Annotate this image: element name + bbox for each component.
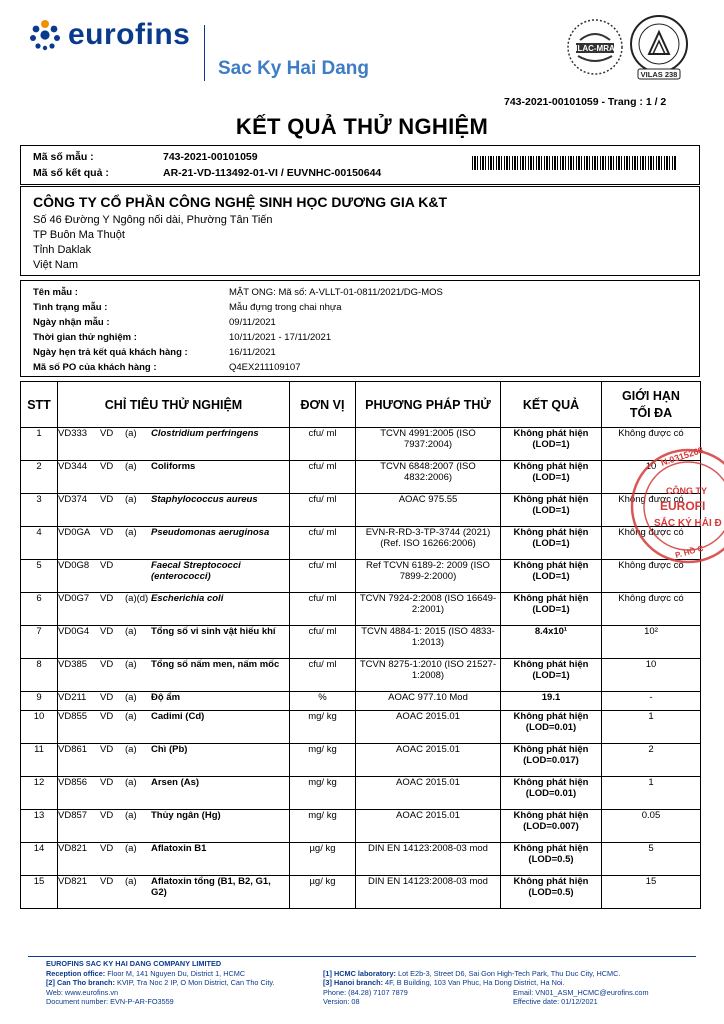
- row-unit: cfu/ ml: [290, 659, 356, 692]
- table-row: [21, 843, 701, 876]
- page-title: KẾT QUẢ THỬ NGHIỆM: [235, 114, 489, 139]
- sample-info-box: [20, 280, 700, 377]
- row-unit: cfu/ ml: [290, 626, 356, 659]
- info-value: 16/11/2021: [229, 347, 276, 358]
- info-value: Q4EX211109107: [229, 362, 301, 373]
- table-row: [21, 494, 701, 527]
- footer-company: EUROFINS SAC KY HAI DANG COMPANY LIMITED: [46, 959, 222, 968]
- row-unit: mg/ kg: [290, 711, 356, 744]
- row-criteria: [58, 494, 290, 527]
- row-vd: VD: [100, 428, 114, 439]
- row-code: VD821: [58, 876, 88, 887]
- row-result: Không phát hiện (LOD=1): [501, 659, 602, 692]
- row-criteria: [58, 593, 290, 626]
- row-vd: VD: [100, 711, 114, 722]
- row-stt: 8: [21, 659, 58, 692]
- row-stt: 3: [21, 494, 58, 527]
- row-method: AOAC 2015.01: [356, 777, 501, 810]
- row-vd: VD: [100, 876, 114, 887]
- company-name: CÔNG TY CỔ PHẦN CÔNG NGHỆ SINH HỌC DƯƠNG GIA K&T: [33, 194, 448, 210]
- row-criteria: [58, 626, 290, 659]
- row-stt: 7: [21, 626, 58, 659]
- row-unit: cfu/ ml: [290, 494, 356, 527]
- footer-email: Email: VN01_ASM_HCMC@eurofins.com: [513, 987, 649, 997]
- row-stt: 12: [21, 777, 58, 810]
- table-row: [21, 626, 701, 659]
- row-flag: (a): [125, 692, 137, 703]
- row-unit: cfu/ ml: [290, 527, 356, 560]
- row-result: Không phát hiện (LOD=0.017): [501, 744, 602, 777]
- table-row: [21, 711, 701, 744]
- row-vd: VD: [100, 777, 114, 788]
- row-criteria: [58, 659, 290, 692]
- row-flag: (a): [125, 810, 137, 821]
- row-result: Không phát hiện (LOD=1): [501, 593, 602, 626]
- row-vd: VD: [100, 659, 114, 670]
- table-row: [21, 810, 701, 843]
- row-criteria: [58, 777, 290, 810]
- table-row: [21, 461, 701, 494]
- row-vd: VD: [100, 843, 114, 854]
- row-unit: mg/ kg: [290, 744, 356, 777]
- company-address-line: Việt Nam: [33, 259, 79, 271]
- row-method: DIN EN 14123:2008-03 mod: [356, 843, 501, 876]
- row-limit: Không được có: [602, 428, 701, 461]
- results-table: [20, 381, 701, 909]
- row-code: VD374: [58, 494, 88, 505]
- company-address-line: TP Buôn Ma Thuột: [33, 229, 125, 241]
- header-limit-line1: GIỚI HẠN: [622, 388, 680, 403]
- row-code: VD821: [58, 843, 88, 854]
- brand-name: eurofins: [68, 18, 191, 51]
- footer-cantho-label: [2] Can Tho branch:: [46, 978, 115, 987]
- footer-hcmc-label: [1] HCMC laboratory:: [323, 968, 396, 978]
- info-label: Tình trạng mẫu :: [33, 302, 108, 313]
- info-label: Mã số PO của khách hàng :: [33, 362, 157, 373]
- header-criteria: CHỈ TIÊU THỬ NGHIỆM: [58, 382, 290, 428]
- barcode: [472, 156, 677, 170]
- row-name: Escherichia coli: [151, 593, 224, 604]
- header-result: KẾT QUẢ: [501, 382, 602, 428]
- row-limit: 1: [602, 711, 701, 744]
- row-result: Không phát hiện (LOD=1): [501, 527, 602, 560]
- row-unit: cfu/ ml: [290, 428, 356, 461]
- row-criteria: [58, 810, 290, 843]
- row-unit: µg/ kg: [290, 843, 356, 876]
- row-limit: 5: [602, 843, 701, 876]
- row-code: VD855: [58, 711, 88, 722]
- row-unit: cfu/ ml: [290, 593, 356, 626]
- row-name: Chì (Pb): [151, 744, 188, 755]
- row-flag: (a): [125, 527, 137, 538]
- row-stt: 4: [21, 527, 58, 560]
- row-name: Aflatoxin tổng (B1, B2, G1, G2): [151, 876, 271, 898]
- row-stt: 2: [21, 461, 58, 494]
- row-result: Không phát hiện (LOD=0.01): [501, 777, 602, 810]
- row-name: Aflatoxin B1: [151, 843, 207, 854]
- row-result: Không phát hiện (LOD=0.5): [501, 843, 602, 876]
- row-vd: VD: [100, 527, 114, 538]
- row-vd: VD: [100, 494, 114, 505]
- row-vd: VD: [100, 810, 114, 821]
- table-row: [21, 527, 701, 560]
- row-code: VD0G7: [58, 593, 90, 604]
- row-code: VD211: [58, 692, 87, 703]
- row-method: AOAC 977.10 Mod: [356, 692, 501, 711]
- row-result: 8.4x10¹: [501, 626, 602, 659]
- row-unit: µg/ kg: [290, 876, 356, 909]
- table-row: [21, 876, 701, 909]
- row-criteria: [58, 876, 290, 909]
- row-name: Faecal Streptococci (enterococci): [151, 560, 241, 582]
- row-stt: 10: [21, 711, 58, 744]
- row-method: Ref TCVN 6189-2: 2009 (ISO 7899-2:2000): [356, 560, 501, 593]
- footer-effective: Effective date: 01/12/2021: [513, 997, 598, 1006]
- footer-right: [323, 969, 695, 1007]
- row-method: AOAC 2015.01: [356, 810, 501, 843]
- ilac-text: ILAC-MRA: [575, 44, 615, 53]
- table-row: [21, 593, 701, 626]
- row-flag: (a): [125, 461, 137, 472]
- stamp-bottom: P. HỒ C: [674, 543, 705, 560]
- row-limit: Không được có: [602, 560, 701, 593]
- row-limit: 15: [602, 876, 701, 909]
- info-label: Ngày hẹn trả kết quả khách hàng :: [33, 347, 188, 358]
- row-vd: VD: [100, 692, 114, 703]
- report-reference: 743-2021-00101059 - Trang : 1 / 2: [504, 96, 667, 108]
- footer-hcmc: Lot E2b-3, Street D6, Sai Gon High-Tech Park, Thu Duc City, HCMC.: [398, 968, 621, 978]
- row-result: Không phát hiện (LOD=1): [501, 494, 602, 527]
- row-vd: VD: [100, 593, 114, 604]
- table-row: [21, 744, 701, 777]
- company-stamp: [626, 418, 724, 588]
- row-result: Không phát hiện (LOD=0.5): [501, 876, 602, 909]
- footer-phone: Phone: (84.28) 7107 7879: [323, 987, 408, 997]
- row-method: AOAC 975.55: [356, 494, 501, 527]
- row-flag: (a)(d): [125, 593, 149, 604]
- footer-reception: Floor M, 141 Nguyen Du, District 1, HCMC: [107, 968, 246, 978]
- row-name: Độ ẩm: [151, 692, 181, 703]
- row-unit: cfu/ ml: [290, 461, 356, 494]
- row-vd: VD: [100, 744, 114, 755]
- info-value: MẬT ONG: Mã số: A-VLLT-01-0811/2021/DG-MOS: [229, 287, 443, 298]
- sample-code-box: [20, 145, 700, 185]
- row-result: Không phát hiện (LOD=0.01): [501, 711, 602, 744]
- row-result: Không phát hiện (LOD=1): [501, 428, 602, 461]
- row-limit: Không được có: [602, 527, 701, 560]
- header-unit: ĐƠN VỊ: [290, 382, 356, 428]
- row-stt: 11: [21, 744, 58, 777]
- row-stt: 15: [21, 876, 58, 909]
- row-code: VD861: [58, 744, 88, 755]
- footer-hanoi: 4F, B Building, 103 Van Phuc, Ha Dong District, Ha Noi.: [385, 978, 565, 987]
- row-stt: 13: [21, 810, 58, 843]
- row-unit: mg/ kg: [290, 777, 356, 810]
- row-code: VD856: [58, 777, 88, 788]
- table-row: [21, 777, 701, 810]
- row-criteria: [58, 843, 290, 876]
- footer-version: Version: 08: [323, 997, 360, 1006]
- eurofins-dots-icon: [28, 18, 62, 52]
- table-row: [21, 692, 701, 711]
- table-row: [21, 428, 701, 461]
- footer-reception-label: Reception office:: [46, 968, 106, 978]
- row-method: EVN-R-RD-3-TP-3744 (2021) (Ref. ISO 16266:2006): [356, 527, 501, 560]
- row-method: TCVN 4884-1: 2015 (ISO 4833-1:2013): [356, 626, 501, 659]
- row-flag: (a): [125, 428, 137, 439]
- row-code: VD0G4: [58, 626, 90, 637]
- row-result: 19.1: [501, 692, 602, 711]
- row-unit: cfu/ ml: [290, 560, 356, 593]
- row-code: VD0G8: [58, 560, 90, 571]
- stamp-line: EUROFI: [660, 499, 706, 513]
- footer-web: Web: www.eurofins.vn: [46, 987, 119, 997]
- row-code: VD344: [58, 461, 88, 472]
- ilac-mra-seal: [566, 18, 624, 76]
- row-stt: 9: [21, 692, 58, 711]
- row-method: DIN EN 14123:2008-03 mod: [356, 876, 501, 909]
- row-limit: Không được có: [602, 494, 701, 527]
- company-address-line: Số 46 Đường Y Ngông nối dài, Phường Tân Tiến: [33, 214, 273, 226]
- row-limit: 10: [602, 461, 701, 494]
- row-method: TCVN 8275-1:2010 (ISO 21527-1:2008): [356, 659, 501, 692]
- row-name: Coliforms: [151, 461, 196, 472]
- footer-divider: [28, 956, 696, 957]
- table-header-row: [21, 382, 701, 428]
- row-limit: -: [602, 692, 701, 711]
- footer-docnum: Document number: EVN-P-AR-FO3559: [46, 997, 174, 1006]
- row-result: Không phát hiện (LOD=1): [501, 560, 602, 593]
- row-criteria: [58, 527, 290, 560]
- footer-left: [46, 959, 275, 1007]
- row-vd: VD: [100, 461, 114, 472]
- result-code-value: AR-21-VD-113492-01-VI / EUVNHC-00150644: [163, 167, 382, 179]
- row-limit: 10: [602, 659, 701, 692]
- info-label: Thời gian thử nghiệm :: [33, 332, 137, 343]
- row-flag: [125, 560, 151, 582]
- stamp-line: SẮC KÝ HẢI Đ: [654, 518, 722, 529]
- header-divider: [204, 25, 205, 81]
- row-name: Tổng số nấm men, nấm mốc: [151, 659, 280, 670]
- row-flag: (a): [125, 876, 137, 887]
- row-method: TCVN 6848:2007 (ISO 4832:2006): [356, 461, 501, 494]
- header-stt: STT: [21, 382, 58, 428]
- company-box: [20, 186, 700, 276]
- row-criteria: [58, 711, 290, 744]
- row-method: AOAC 2015.01: [356, 744, 501, 777]
- row-flag: (a): [125, 744, 137, 755]
- row-criteria: [58, 744, 290, 777]
- row-name: Staphylococcus aureus: [151, 494, 258, 505]
- row-code: VD0GA: [58, 527, 91, 538]
- row-limit: 1: [602, 777, 701, 810]
- row-criteria: [58, 428, 290, 461]
- row-limit: 10²: [602, 626, 701, 659]
- row-method: AOAC 2015.01: [356, 711, 501, 744]
- footer-cantho: KVIP, Tra Noc 2 IP, O Mon District, Can Tho City.: [116, 978, 275, 987]
- row-name: Pseudomonas aeruginosa: [151, 527, 270, 538]
- vilas-text: VILAS 238: [640, 70, 678, 79]
- row-criteria: [58, 692, 290, 711]
- row-code: VD333: [58, 428, 88, 439]
- result-code-label: Mã số kết quả :: [33, 167, 109, 179]
- row-flag: (a): [125, 711, 137, 722]
- info-value: 10/11/2021 - 17/11/2021: [229, 332, 332, 343]
- row-unit: mg/ kg: [290, 810, 356, 843]
- eurofins-logo: [28, 18, 190, 52]
- row-result: Không phát hiện (LOD=1): [501, 461, 602, 494]
- row-name: Thủy ngân (Hg): [151, 810, 221, 821]
- row-vd: VD: [100, 560, 114, 571]
- row-name: Tổng số vi sinh vật hiếu khí: [151, 626, 276, 637]
- row-flag: (a): [125, 494, 137, 505]
- info-label: Tên mẫu :: [33, 287, 78, 298]
- row-limit: 0.05: [602, 810, 701, 843]
- stamp-number: N.0315268: [659, 444, 705, 468]
- row-name: Clostridium perfringens: [151, 428, 259, 439]
- footer-hanoi-label: [3] Hanoi branch:: [323, 978, 383, 987]
- row-name: Cadimi (Cd): [151, 711, 205, 722]
- row-stt: 14: [21, 843, 58, 876]
- row-flag: (a): [125, 626, 137, 637]
- row-method: TCVN 7924-2:2008 (ISO 16649-2:2001): [356, 593, 501, 626]
- row-name: Arsen (As): [151, 777, 200, 788]
- row-code: VD857: [58, 810, 88, 821]
- row-code: VD385: [58, 659, 88, 670]
- row-criteria: [58, 560, 290, 593]
- stamp-line: CÔNG TY: [666, 486, 708, 496]
- row-vd: VD: [100, 626, 114, 637]
- sample-code-value: 743-2021-00101059: [163, 151, 258, 163]
- table-row: [21, 659, 701, 692]
- row-flag: (a): [125, 843, 137, 854]
- sample-code-label: Mã số mẫu :: [33, 151, 94, 163]
- row-stt: 6: [21, 593, 58, 626]
- row-stt: 1: [21, 428, 58, 461]
- company-address-line: Tỉnh Daklak: [33, 244, 92, 256]
- row-limit: 2: [602, 744, 701, 777]
- info-value: 09/11/2021: [229, 317, 276, 328]
- info-value: Mẫu đựng trong chai nhựa: [229, 302, 342, 313]
- boa-accreditation-seal: [626, 14, 692, 80]
- info-label: Ngày nhận mẫu :: [33, 317, 110, 328]
- row-unit: %: [290, 692, 356, 711]
- subsidiary-name: Sac Ky Hai Dang: [218, 58, 369, 79]
- row-flag: (a): [125, 659, 137, 670]
- row-flag: (a): [125, 777, 137, 788]
- header-method: PHƯƠNG PHÁP THỬ: [356, 382, 501, 428]
- row-limit: Không được có: [602, 593, 701, 626]
- row-result: Không phát hiện (LOD=0.007): [501, 810, 602, 843]
- header-limit-line2: TỐI ĐA: [629, 405, 673, 420]
- row-method: TCVN 4991:2005 (ISO 7937:2004): [356, 428, 501, 461]
- row-stt: 5: [21, 560, 58, 593]
- row-criteria: [58, 461, 290, 494]
- table-row: [21, 560, 701, 593]
